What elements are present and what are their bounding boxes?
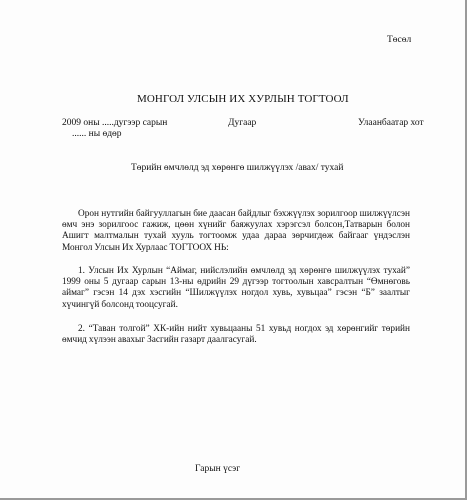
preamble-paragraph: Орон нутгийн байгууллагын бие даасан байдлыг бэхжүүлэх зорилгоор шилжүүлсэн өмч энэ зорилгоос гажиж, цөөн хүнийг баяжуулах хэрэгсэл болсон,Татварын болон Ашигт малтмалын тухай хууль тогтоомж удаа дараа зөрчигдөж байгааг үндэслэн Монгол Улсын Их Хурлаас ТОГТООХ НЬ: <box>62 209 410 253</box>
date-line: 2009 оны .....дугээр сарын <box>62 118 168 128</box>
date-day-line: ...... ны өдөр <box>72 129 122 139</box>
document-subject: Төрийн өмчлөлд эд хөрөнгө шилжүүлэх /авах/ тухай <box>131 163 344 173</box>
draft-label: Төсөл <box>387 35 412 45</box>
number-label: Дугаар <box>228 118 257 128</box>
document-title: МОНГОЛ УЛСЫН ИХ ХУРЛЫН ТОГТООЛ <box>137 93 349 105</box>
clause-2-paragraph: 2. “Таван толгой” ХК-ийн нийт хувьцааны 51 хувьд ногдох эд хөрөнгийг төрийн өмчид хүлээн авахыг Засгийн газарт даалгасугай. <box>62 324 410 346</box>
clause-1-paragraph: 1. Улсын Их Хурлын “Аймаг, нийслэлийн өмчлөлд эд хөрөнгө шилжүүлэх тухай” 1999 оны 5 дугаар сарын 13-ны өдрийн 29 дүгээр тогтоолын хавсралтын “Өмнөговь аймаг” гэсэн 14 дэх хэсгийн “Шилжүүлэх ногдол хувь, хувьцаа” гэсэн “Б” заалтыг хүчингүй болсонд тооцсугай. <box>62 266 410 310</box>
place-label: Улаанбаатар хот <box>358 118 424 128</box>
signature-label: Гарын үсэг <box>195 464 241 474</box>
